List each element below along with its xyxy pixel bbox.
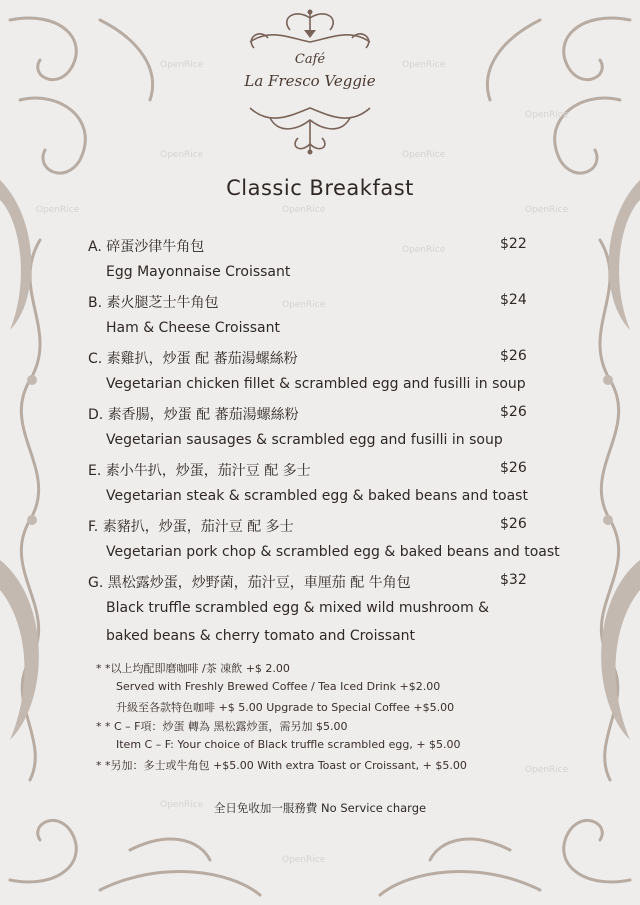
note-truffle-zh: * * C – F項：炒蛋 轉為 黑松露炒蛋，需另加 $5.00 (96, 720, 348, 733)
item-price: $22 (500, 236, 527, 252)
watermark: OpenRice (525, 110, 569, 120)
menu-item (88, 404, 548, 454)
item-name-en: Black truffle scrambled egg & mixed wild mushroom & (106, 600, 490, 616)
note-truffle-en: Item C – F: Your choice of Black truffle scrambled egg, + $5.00 (116, 738, 461, 751)
menu-item (88, 572, 548, 650)
menu-title: Classic Breakfast (226, 176, 414, 200)
item-name-zh: C. 素雞扒，炒蛋 配 蕃茄湯螺絲粉 (88, 351, 298, 367)
watermark: OpenRice (525, 205, 569, 215)
watermark: OpenRice (282, 855, 326, 865)
item-name-zh: D. 素香腸，炒蛋 配 蕃茄湯螺絲粉 (88, 407, 299, 423)
watermark: OpenRice (525, 765, 569, 775)
note-drink-en: Served with Freshly Brewed Coffee / Tea Iced Drink +$2.00 (116, 680, 441, 693)
watermark: OpenRice (282, 205, 326, 215)
menu-item (88, 516, 560, 566)
item-price: $26 (500, 404, 527, 420)
note-drink-zh: * *以上均配即磨咖啡 /茶 凍飲 +$ 2.00 (96, 662, 290, 675)
item-price: $26 (500, 348, 527, 364)
item-price: $26 (500, 516, 527, 532)
item-name-en-line2: baked beans & cherry tomato and Croissant (106, 628, 416, 644)
item-price: $26 (500, 460, 527, 476)
note-upgrade: 升級至各款特色咖啡 +$ 5.00 Upgrade to Special Coffee +$5.00 (116, 701, 455, 714)
watermark: OpenRice (402, 60, 446, 70)
item-name-zh: F. 素豬扒，炒蛋，茄汁豆 配 多士 (88, 519, 294, 535)
item-name-en: Ham & Cheese Croissant (106, 320, 281, 336)
note-extra: * *另加：多士或牛角包 +$5.00 With extra Toast or Croissant, + $5.00 (96, 759, 467, 772)
watermark: OpenRice (36, 205, 80, 215)
item-name-en: Vegetarian steak & scrambled egg & baked beans and toast (106, 488, 528, 504)
item-price: $24 (500, 292, 527, 308)
watermark: OpenRice (160, 150, 204, 160)
watermark: OpenRice (402, 245, 446, 255)
item-name-zh: E. 素小牛扒，炒蛋，茄汁豆 配 多士 (88, 463, 311, 479)
item-name-zh: A. 碎蛋沙律牛角包 (88, 239, 205, 255)
watermark: OpenRice (282, 300, 326, 310)
menu-item (88, 236, 548, 286)
watermark: OpenRice (402, 150, 446, 160)
item-name-en: Egg Mayonnaise Croissant (106, 264, 291, 280)
watermark: OpenRice (160, 60, 204, 70)
menu-item (88, 348, 548, 398)
logo-name-text: La Fresco Veggie (244, 72, 376, 90)
item-name-zh: G. 黑松露炒蛋，炒野菌，茄汁豆，車厘茄 配 牛角包 (88, 575, 411, 591)
cafe-logo (240, 8, 380, 158)
service-charge-note: 全日免收加一服務費 No Service charge (213, 801, 427, 815)
item-price: $32 (500, 572, 527, 588)
logo-cafe-text: Café (294, 52, 326, 67)
item-name-zh: B. 素火腿芝士牛角包 (88, 295, 219, 311)
menu-item (88, 460, 548, 510)
item-name-en: Vegetarian sausages & scrambled egg and fusilli in soup (106, 432, 503, 448)
item-name-en: Vegetarian pork chop & scrambled egg & baked beans and toast (106, 544, 560, 560)
item-name-en: Vegetarian chicken fillet & scrambled egg and fusilli in soup (106, 376, 526, 392)
watermark: OpenRice (160, 800, 204, 810)
